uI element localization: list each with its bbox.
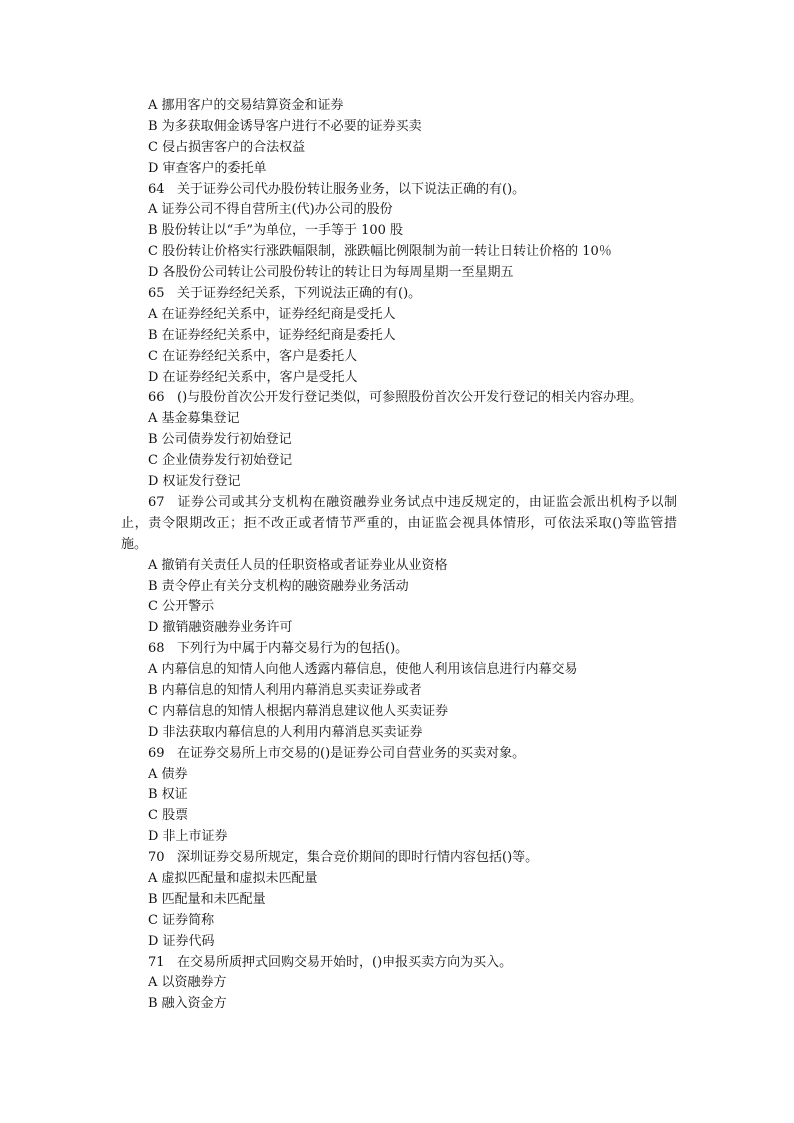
q66-option-a: A 基金募集登记 — [148, 411, 240, 427]
question-64 — [121, 180, 677, 201]
question-number: 69 — [148, 745, 165, 761]
question-number: 71 — [148, 954, 165, 970]
q66-option-c: C 企业债券发行初始登记 — [148, 453, 293, 469]
q69-option-c: C 股票 — [148, 808, 189, 824]
q70-option-b: B 匹配量和未匹配量 — [148, 891, 266, 907]
q64-option-a: A 证券公司不得自营所主(代)办公司的股份 — [148, 202, 393, 218]
q68-option-a: A 内幕信息的知情人向他人透露内幕信息，使他人利用该信息进行内幕交易 — [148, 662, 578, 678]
question-stem: 在证券交易所上市交易的()是证券公司自营业务的买卖对象。 — [177, 745, 526, 761]
q66-option-b: B 公司债券发行初始登记 — [148, 432, 292, 448]
question-number: 67 — [148, 494, 165, 510]
q63-option-b: B 为多获取佣金诱导客户进行不必要的证券买卖 — [148, 118, 422, 134]
q65-option-c: C 在证券经纪关系中，客户是委托人 — [148, 348, 358, 364]
question-65 — [121, 284, 677, 305]
q67-option-c: C 公开警示 — [148, 599, 215, 615]
question-66 — [121, 388, 677, 409]
question-71 — [121, 953, 677, 974]
q65-option-d: D 在证券经纪关系中，客户是受托人 — [148, 369, 358, 385]
q68-option-b: B 内幕信息的知情人利用内幕消息买卖证券或者 — [148, 682, 422, 698]
q65-option-a: A 在证券经纪关系中，证券经纪商是受托人 — [148, 306, 396, 322]
q67-option-d: D 撤销融资融券业务许可 — [148, 620, 293, 636]
question-stem: 在交易所质押式回购交易开始时，()申报买卖方向为买入。 — [177, 954, 513, 970]
q68-option-d: D 非法获取内幕信息的人利用内幕消息买卖证券 — [148, 724, 423, 740]
q67-option-b: B 责令停止有关分支机构的融资融券业务活动 — [148, 578, 409, 594]
question-number: 66 — [148, 390, 165, 406]
question-stem: ()与股份首次公开发行登记类似，可参照股份首次公开发行登记的相关内容办理。 — [177, 390, 643, 406]
question-67 — [121, 493, 677, 556]
q69-option-d: D 非上市证券 — [148, 829, 228, 845]
question-70 — [121, 848, 677, 869]
q70-option-a: A 虚拟匹配量和虚拟未匹配量 — [148, 871, 318, 886]
question-68 — [121, 639, 677, 660]
q63-option-a: A 挪用客户的交易结算资金和证券 — [148, 98, 344, 113]
q69-option-a: A 债券 — [148, 766, 188, 782]
q64-option-c: C 股份转让价格实行涨跌幅限制，涨跌幅比例限制为前一转让日转让价格的 10％ — [148, 244, 612, 260]
question-number: 70 — [148, 850, 165, 866]
question-stem: 证券公司或其分支机构在融资融券业务试点中违反规定的，由证监会派出机构予以制止，责令限期改正；拒不改正或者情节严重的，由证监会视具体情形，可依法采取()等监管措施。 — [121, 494, 677, 552]
question-number: 65 — [148, 286, 165, 302]
q67-option-a: A 撤销有关责任人员的任职资格或者证券业从业资格 — [148, 557, 448, 573]
question-stem: 深圳证券交易所规定，集合竞价期间的即时行情内容包括()等。 — [177, 850, 539, 866]
q70-option-c: C 证券简称 — [148, 912, 215, 928]
question-69 — [121, 744, 677, 765]
q63-option-c: C 侵占损害客户的合法权益 — [148, 139, 306, 155]
q66-option-d: D 权证发行登记 — [148, 474, 241, 490]
q65-option-b: B 在证券经纪关系中，证券经纪商是委托人 — [148, 327, 396, 343]
q68-option-c: C 内幕信息的知情人根据内幕消息建议他人买卖证券 — [148, 703, 449, 719]
q63-option-d: D 审查客户的委托单 — [148, 160, 267, 176]
q70-option-d: D 证券代码 — [148, 933, 215, 949]
q64-option-b: B 股份转让以“手”为单位，一手等于 100 股 — [148, 223, 404, 239]
q71-option-b: B 融入资金方 — [148, 996, 227, 1012]
question-stem: 关于证券经纪关系，下列说法正确的有()。 — [177, 286, 422, 302]
question-stem: 下列行为中属于内幕交易行为的包括()。 — [177, 641, 409, 657]
question-text-block — [121, 96, 677, 1015]
q64-option-d: D 各股份公司转让公司股份转让的转让日为每周星期一至星期五 — [148, 265, 514, 281]
question-stem: 关于证券公司代办股份转让服务业务，以下说法正确的有()。 — [177, 181, 526, 197]
q69-option-b: B 权证 — [148, 787, 188, 803]
q71-option-a: A 以资融券方 — [148, 975, 227, 991]
question-number: 68 — [148, 641, 165, 657]
question-number: 64 — [148, 181, 165, 197]
